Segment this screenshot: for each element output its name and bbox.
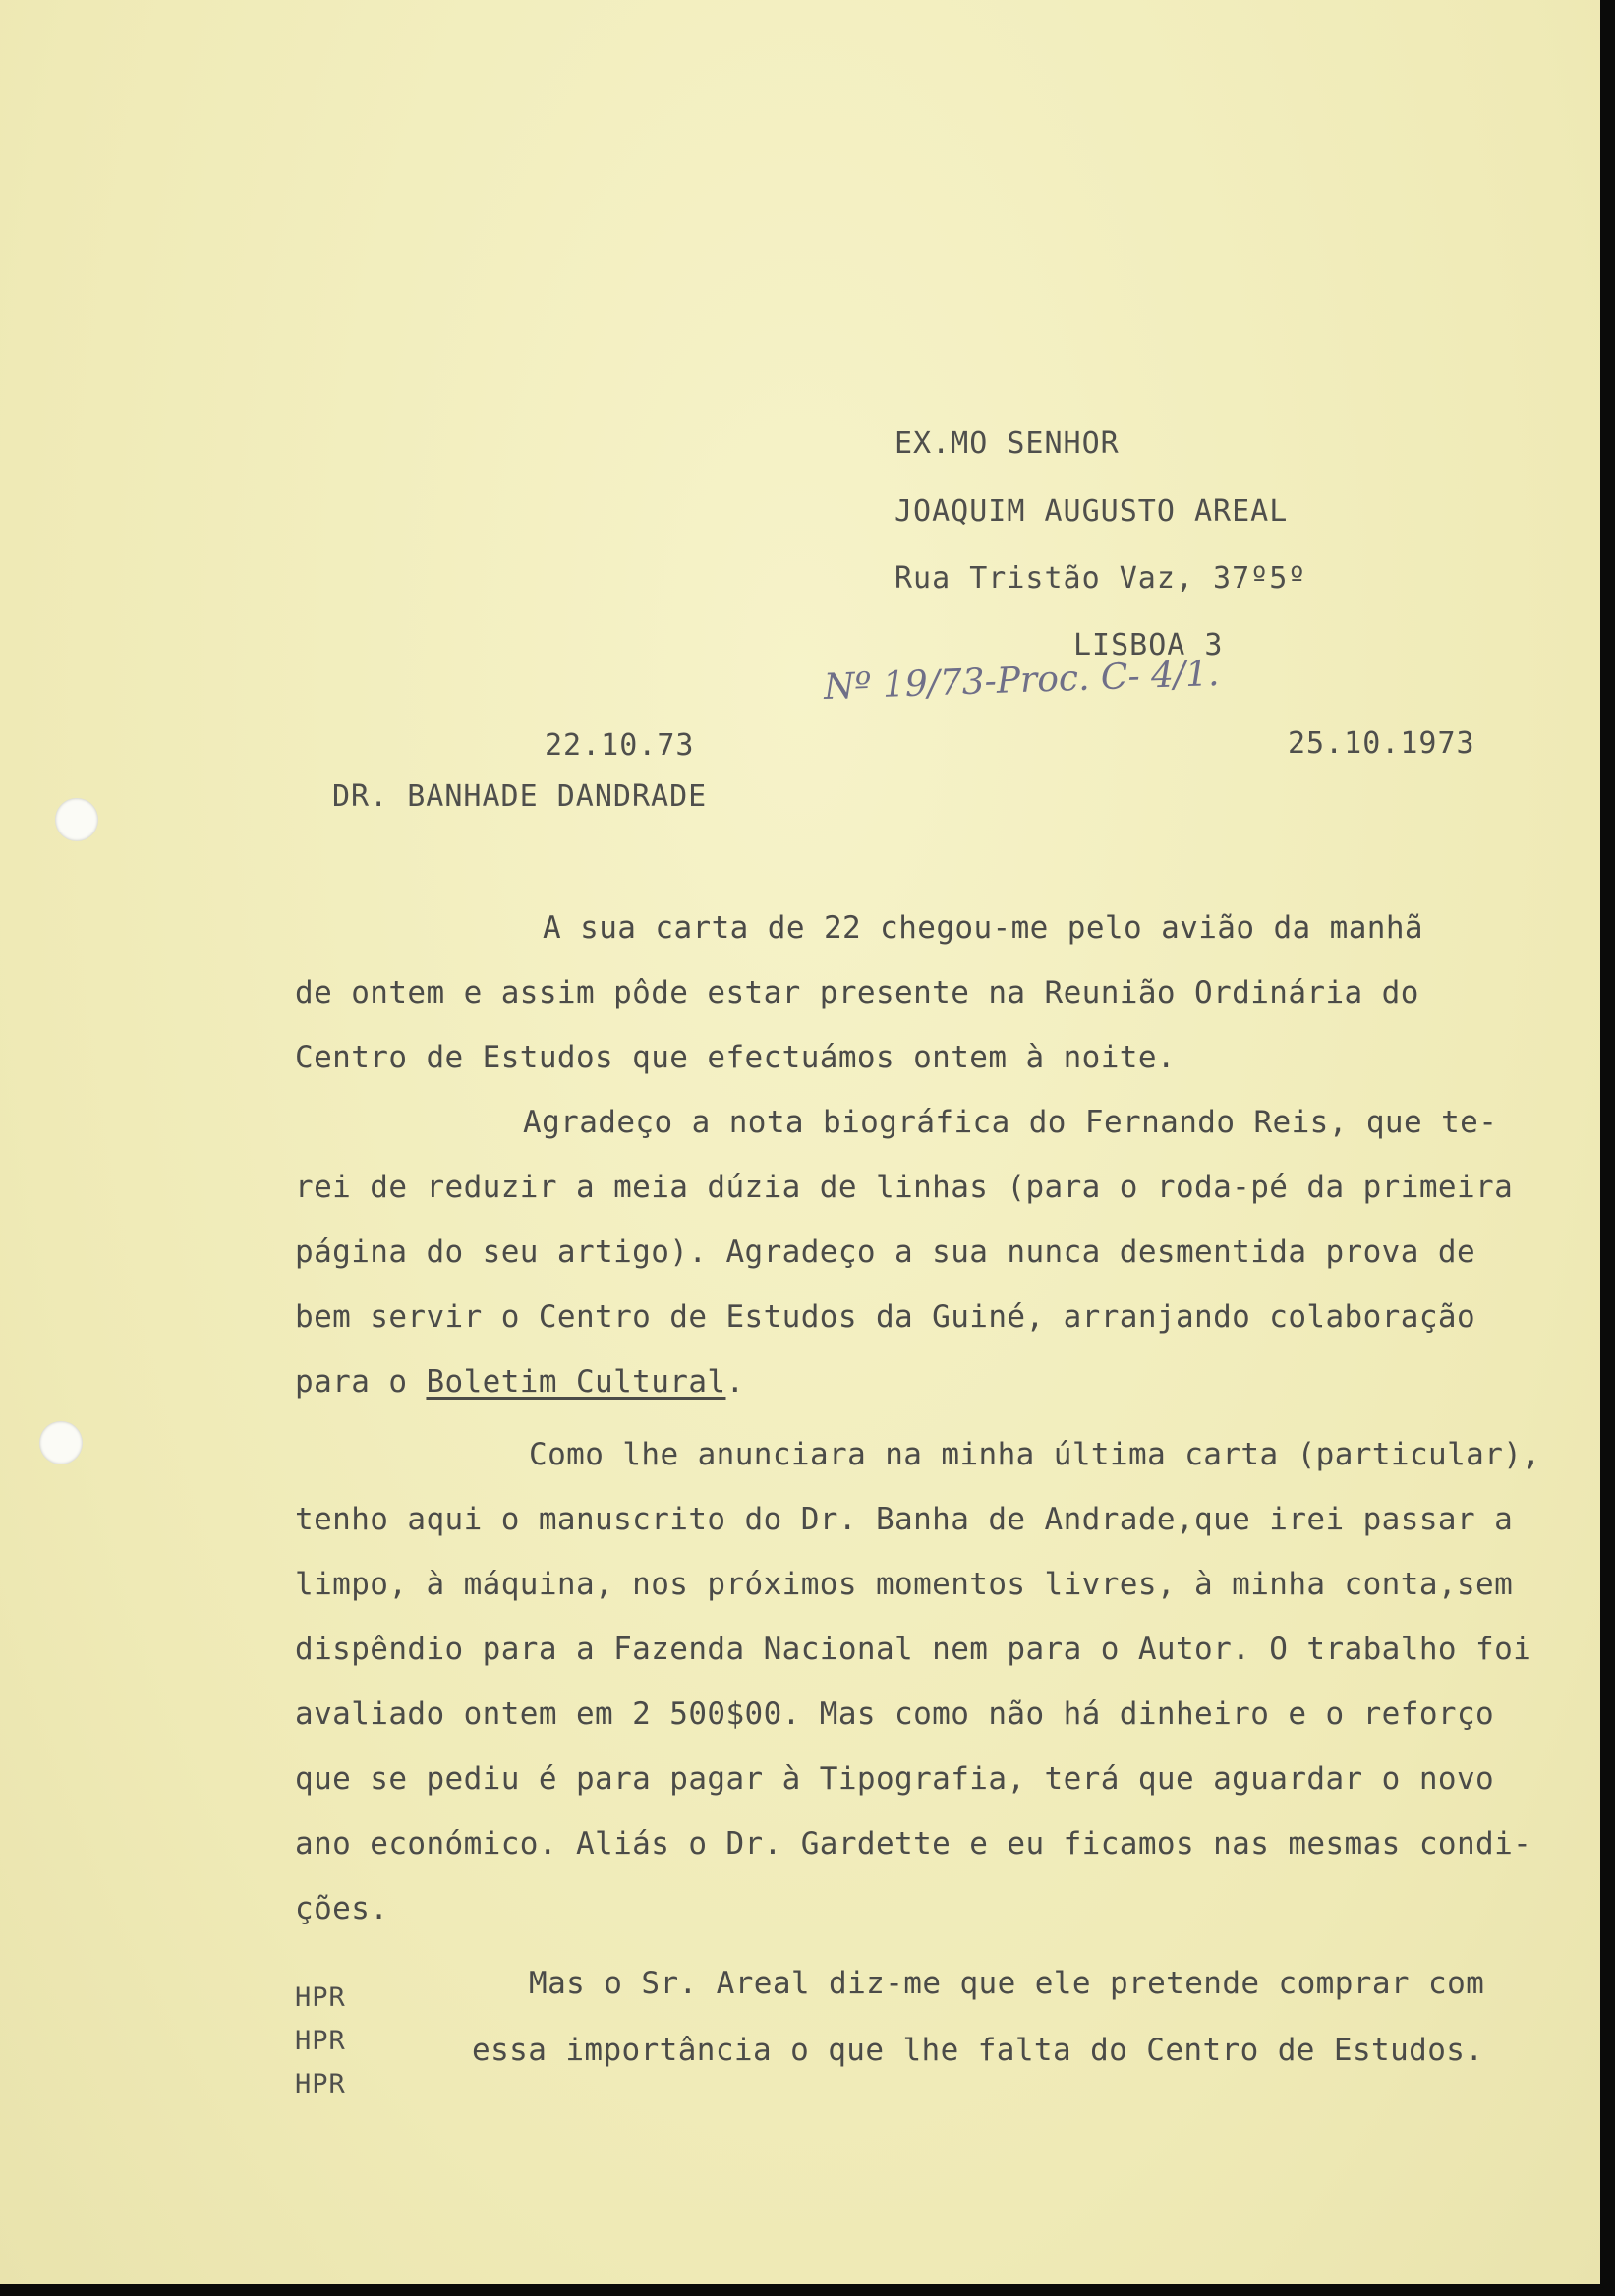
body-line: ções. [295, 1891, 389, 1926]
body-line: ano económico. Aliás o Dr. Gardette e eu ficamos nas mesmas condi- [295, 1826, 1532, 1862]
typist-initials: HPR [295, 1982, 346, 2013]
body-line: limpo, à máquina, nos próximos momentos livres, à minha conta,sem [295, 1567, 1514, 1602]
body-line [295, 1366, 745, 1398]
journal-title: Boletim Cultural [426, 1364, 726, 1400]
body-line: essa importância o que lhe falta do Centro de Estudos. [472, 2033, 1484, 2068]
body-line: tenho aqui o manuscrito do Dr. Banha de Andrade,que irei passar a [295, 1502, 1514, 1537]
body-line: Como lhe anunciara na minha última carta (particular), [529, 1437, 1541, 1472]
body-line: Mas o Sr. Areal diz-me que ele pretende comprar com [529, 1966, 1485, 2001]
body-line: que se pediu é para pagar à Tipografia, terá que aguardar o novo [295, 1761, 1495, 1797]
recipient-salutation: EX.MO SENHOR [894, 427, 1120, 461]
body-text: para o [295, 1364, 427, 1400]
body-text: . [725, 1364, 745, 1400]
body-line: página do seu artigo). Agradeço a sua nunca desmentida prova de [295, 1234, 1476, 1270]
body-line: avaliado ontem em 2 500$00. Mas como não há dinheiro e o reforço [295, 1696, 1495, 1732]
sender-name: DR. BANHADE DANDRADE [332, 779, 708, 814]
handwritten-reference: Nº 19/73-Proc. C- 4/1. [823, 653, 1221, 709]
body-line: bem servir o Centro de Estudos da Guiné, arranjando colaboração [295, 1299, 1476, 1335]
body-line: dispêndio para a Fazenda Nacional nem para o Autor. O trabalho foi [295, 1632, 1532, 1667]
punch-hole-top [55, 798, 98, 841]
typist-initials: HPR [295, 2069, 346, 2099]
punch-hole-bottom [39, 1421, 83, 1464]
reference-date: 22.10.73 [545, 728, 695, 763]
recipient-street: Rua Tristão Vaz, 37º5º [894, 561, 1307, 596]
recipient-city: LISBOA 3 [1073, 628, 1224, 662]
letter-date: 25.10.1973 [1288, 726, 1475, 761]
body-line: A sua carta de 22 chegou-me pelo avião da manhã [543, 910, 1423, 946]
body-line: rei de reduzir a meia dúzia de linhas (para o roda-pé da primeira [295, 1170, 1514, 1205]
body-line: de ontem e assim pôde estar presente na Reunião Ordinária do [295, 975, 1419, 1010]
recipient-name: JOAQUIM AUGUSTO AREAL [894, 494, 1289, 529]
typist-initials: HPR [295, 2026, 346, 2056]
body-line: Centro de Estudos que efectuámos ontem à noite. [295, 1040, 1176, 1075]
body-line: Agradeço a nota biográfica do Fernando Reis, que te- [523, 1105, 1498, 1140]
